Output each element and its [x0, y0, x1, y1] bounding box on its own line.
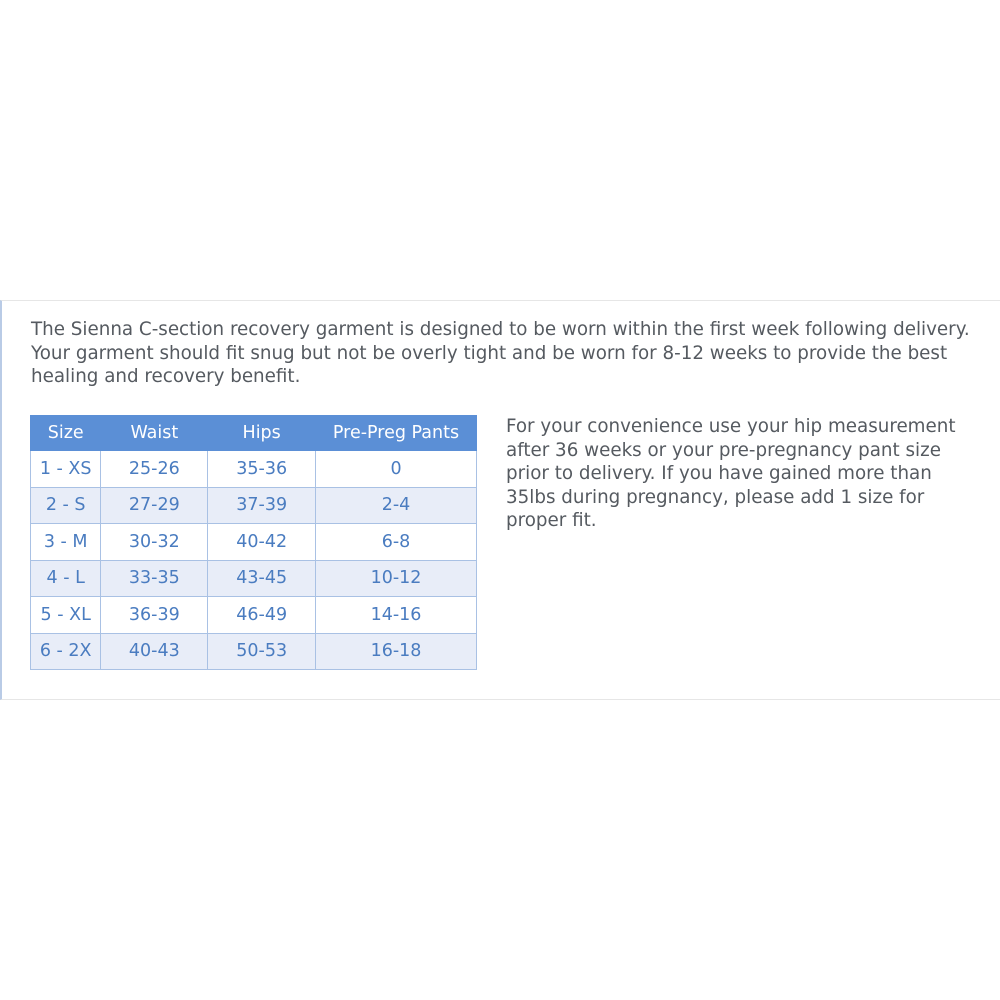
table-row: [31, 633, 477, 670]
cell-hips: 43-45: [208, 560, 316, 597]
cell-pants: 0: [316, 451, 477, 488]
table-row: [31, 560, 477, 597]
cell-pants: 10-12: [316, 560, 477, 597]
table-row: [31, 597, 477, 634]
cell-hips: 37-39: [208, 487, 316, 524]
cell-waist: 40-43: [101, 633, 208, 670]
cell-pants: 14-16: [316, 597, 477, 634]
cell-pants: 6-8: [316, 524, 477, 561]
cell-size: 2 - S: [31, 487, 101, 524]
cell-hips: 35-36: [208, 451, 316, 488]
note-line: 35lbs during pregnancy, please add 1 size for: [506, 486, 925, 508]
note-line: after 36 weeks or your pre-pregnancy pant size: [506, 439, 941, 461]
table-header-row: [31, 416, 477, 451]
note-line: prior to delivery. If you have gained more than: [506, 463, 932, 484]
cell-size: 5 - XL: [31, 597, 101, 634]
cell-waist: 27-29: [101, 487, 208, 524]
intro-line: Your garment should fit snug but not be overly tight and be worn for 8-12 weeks to provide the best: [31, 342, 948, 364]
table-row: [31, 487, 477, 524]
header-waist: Waist: [101, 416, 208, 451]
cell-size: 4 - L: [31, 560, 101, 597]
cell-waist: 36-39: [101, 597, 208, 634]
cell-waist: 25-26: [101, 451, 208, 488]
note-line: proper fit.: [506, 510, 597, 531]
cell-size: 6 - 2X: [31, 633, 101, 670]
fit-note: [506, 415, 976, 533]
size-chart-table: [30, 415, 477, 670]
cell-waist: 33-35: [101, 560, 208, 597]
cell-pants: 2-4: [316, 487, 477, 524]
cell-waist: 30-32: [101, 524, 208, 561]
header-size: Size: [31, 416, 101, 451]
cell-hips: 40-42: [208, 524, 316, 561]
intro-line: The Sienna C-section recovery garment is designed to be worn within the first week following delivery.: [31, 319, 970, 340]
table-row: [31, 451, 477, 488]
note-line: For your convenience use your hip measurement: [506, 416, 956, 437]
cell-hips: 50-53: [208, 633, 316, 670]
cell-pants: 16-18: [316, 633, 477, 670]
table-row: [31, 524, 477, 561]
cell-hips: 46-49: [208, 597, 316, 634]
cell-size: 3 - M: [31, 524, 101, 561]
cell-size: 1 - XS: [31, 451, 101, 488]
intro-text: [31, 318, 981, 389]
intro-line: healing and recovery benefit.: [31, 366, 301, 387]
header-hips: Hips: [208, 416, 316, 451]
header-pre-preg-pants: Pre-Preg Pants: [316, 416, 477, 451]
